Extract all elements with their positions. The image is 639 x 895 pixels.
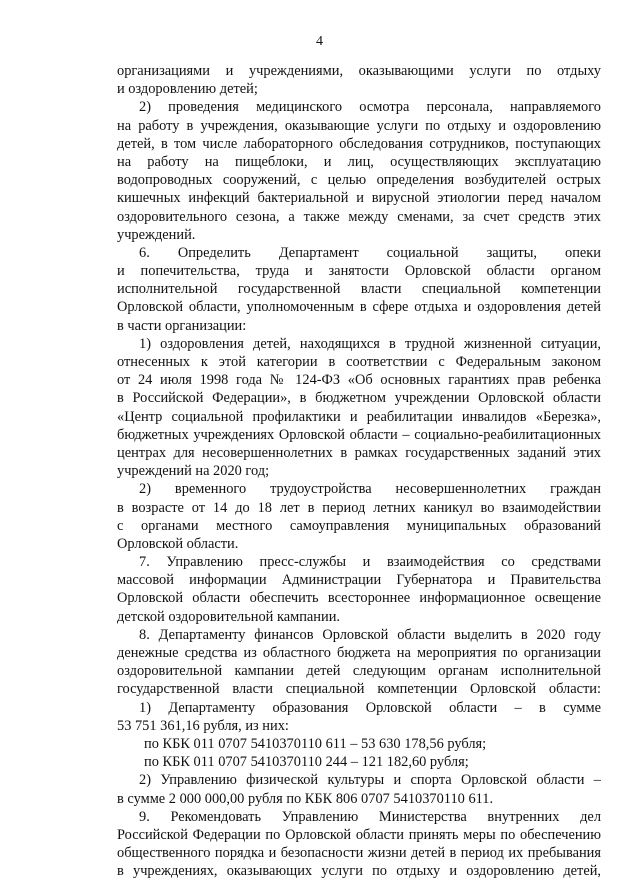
- text-line: по КБК 011 0707 5410370110 611 – 53 630 178,56 рубля;: [144, 735, 487, 752]
- text-line: в Российской Федерации», в бюджетном учреждении Орловской области: [117, 390, 601, 407]
- text-line: водопроводных сооружений, с целью определения возбудителей острых: [117, 172, 601, 189]
- text-line: детской оздоровительной кампании.: [117, 608, 341, 625]
- text-line: от 24 июля 1998 года № 124-ФЗ «Об основных гарантиях прав ребенка: [117, 372, 601, 389]
- text-line: 9. Рекомендовать Управлению Министерства внутренних дел: [139, 808, 601, 825]
- text-line: в учреждениях, оказывающих услуги по отдыху и оздоровлению детей,: [117, 863, 601, 880]
- text-line: оздоровительной кампании детей следующим органам исполнительной: [117, 663, 601, 680]
- text-line: учреждений.: [117, 226, 196, 243]
- text-line: 2) Управлению физической культуры и спорта Орловской области –: [139, 772, 601, 789]
- text-line: Орловской области, уполномоченным в сфере отдыха и оздоровления детей: [117, 299, 601, 316]
- text-line: и оздоровлению детей;: [117, 81, 258, 98]
- text-line: по КБК 011 0707 5410370110 244 – 121 182,60 рубля;: [144, 754, 469, 771]
- text-line: отнесенных к этой категории в соответствии с Федеральным законом: [117, 354, 601, 370]
- text-line: 1) оздоровления детей, находящихся в трудной жизненной ситуации,: [139, 335, 601, 352]
- text-line: 2) проведения медицинского осмотра персонала, направляемого: [139, 99, 601, 116]
- text-line: 8. Департаменту финансов Орловской области выделить в 2020 году: [139, 626, 601, 643]
- text-line: денежные средства из областного бюджета на мероприятия по организации: [117, 645, 601, 661]
- text-line: бюджетных учреждениях Орловской области – социально-реабилитационных: [117, 426, 601, 443]
- text-line: на работу на пищеблоки, и лиц, осуществляющих эксплуатацию: [117, 153, 601, 170]
- text-line: 2) временного трудоустройства несовершеннолетних граждан: [139, 481, 601, 498]
- text-line: и попечительства, труда и занятости Орловской области органом: [117, 263, 601, 280]
- text-line: в сумме 2 000 000,00 рубля по КБК 806 0707 5410370110 611.: [117, 790, 494, 807]
- text-line: общественного порядка и безопасности жизни детей в период их пребывания: [117, 845, 601, 862]
- text-line: массовой информации Администрации Губернатора и Правительства: [117, 572, 601, 589]
- text-line: Российской Федерации по Орловской области принять меры по обеспечению: [117, 826, 601, 843]
- text-line: 53 751 361,16 рубля, из них:: [117, 717, 289, 734]
- text-line: Орловской области обеспечить всестороннее информационное освещение: [117, 590, 601, 607]
- text-line: 6. Определить Департамент социальной защиты, опеки: [139, 244, 601, 261]
- text-line: Орловской области.: [117, 535, 239, 552]
- text-line: детей, в том числе лабораторного обследования сотрудников, поступающих: [117, 135, 601, 152]
- text-line: в возрасте от 14 до 18 лет в период летних каникул во взаимодействии: [117, 499, 601, 516]
- text-line: оздоровительного сезона, а также между сменами, за счет средств этих: [117, 208, 601, 225]
- text-line: 1) Департаменту образования Орловской области – в сумме: [139, 699, 601, 716]
- text-line: центрах для несовершеннолетних в рамках государственных заданий этих: [117, 444, 601, 461]
- text-line: кишечных инфекций бактериальной и вирусной этиологии перед началом: [117, 190, 601, 207]
- text-line: 7. Управлению пресс-службы и взаимодействия со средствами: [139, 554, 601, 571]
- text-line: на работу в учреждения, оказывающие услуги по отдыху и оздоровлению: [117, 117, 601, 134]
- text-line: учреждений на 2020 год;: [117, 463, 270, 480]
- text-line: исполнительной государственной власти специальной компетенции: [117, 281, 601, 298]
- text-line: государственной власти специальной компетенции Орловской области:: [117, 681, 601, 698]
- text-line: с органами местного самоуправления муниципальных образований: [117, 517, 601, 534]
- text-line: организациями и учреждениями, оказывающими услуги по отдыху: [117, 63, 601, 79]
- text-line: «Центр социальной профилактики и реабилитации инвалидов «Березка»,: [117, 408, 601, 425]
- page-number: 4: [316, 34, 323, 49]
- text-line: в части организации:: [117, 317, 247, 334]
- document-body: [117, 62, 601, 880]
